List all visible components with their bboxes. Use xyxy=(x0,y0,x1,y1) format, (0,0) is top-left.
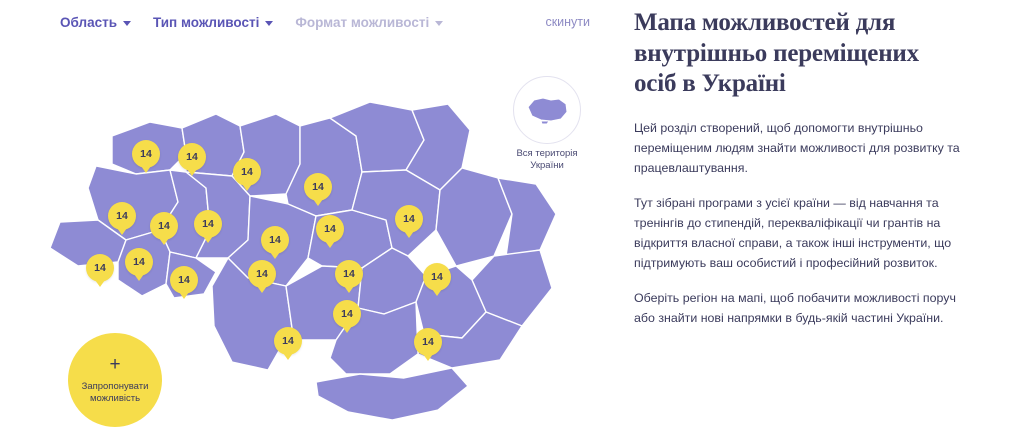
whole-country-circle xyxy=(513,76,581,144)
map-pin[interactable]: 14 xyxy=(132,140,160,168)
chevron-down-icon xyxy=(435,21,443,26)
filter-bar xyxy=(60,10,598,34)
chevron-down-icon xyxy=(123,21,131,26)
map-pin[interactable]: 14 xyxy=(333,300,361,328)
ukraine-mini-icon xyxy=(525,94,569,126)
map-pin[interactable]: 14 xyxy=(316,215,344,243)
filter-opportunity-type[interactable] xyxy=(153,15,273,30)
ukraine-map[interactable] xyxy=(0,44,612,441)
whole-country-button[interactable] xyxy=(504,76,590,172)
map-pin[interactable]: 14 xyxy=(108,202,136,230)
map-pin[interactable]: 14 xyxy=(395,205,423,233)
filter-opportunity-format[interactable] xyxy=(295,15,443,30)
intro-paragraph-2: Тут зібрані програми з усієї країни — від навчання та тренінгів до стипендій, перекваліфікації чи грантів на відкриття власної справи, а також інші інструменти, що підтримують ваш особистий і професійний розвиток. xyxy=(634,195,952,271)
plus-icon: + xyxy=(109,353,121,375)
intro-paragraph-1: Цей розділ створений, щоб допомогти внутрішньо переміщеним людям знайти можливості для розвитку та працевлаштування. xyxy=(634,120,960,175)
propose-opportunity-button[interactable] xyxy=(68,333,162,427)
propose-opportunity-label: Запропонувати можливість xyxy=(81,380,149,404)
whole-country-label: Вся територія України xyxy=(516,148,578,171)
map-pin[interactable]: 14 xyxy=(150,212,178,240)
filter-opportunity-type-label: Тип можливості xyxy=(153,14,260,30)
map-pin[interactable]: 14 xyxy=(335,260,363,288)
map-pin[interactable]: 14 xyxy=(423,263,451,291)
map-pin[interactable]: 14 xyxy=(304,173,332,201)
map-pin[interactable]: 14 xyxy=(414,328,442,356)
region-crimea xyxy=(316,368,468,420)
map-pin[interactable]: 14 xyxy=(125,248,153,276)
filter-region[interactable] xyxy=(60,15,131,30)
map-pin[interactable]: 14 xyxy=(248,260,276,288)
map-pin[interactable]: 14 xyxy=(178,143,206,171)
map-pin[interactable]: 14 xyxy=(86,254,114,282)
intro-paragraph-3: Оберіть регіон на мапі, щоб побачити можливості поруч або знайти нові напрямки в будь-якій частині України. xyxy=(634,291,956,326)
map-pin[interactable]: 14 xyxy=(261,226,289,254)
map-pin[interactable]: 14 xyxy=(233,158,261,186)
filter-region-label: Область xyxy=(60,14,118,30)
map-pin[interactable]: 14 xyxy=(194,210,222,238)
chevron-down-icon xyxy=(265,21,273,26)
map-pin[interactable]: 14 xyxy=(170,266,198,294)
map-pin[interactable]: 14 xyxy=(274,327,302,355)
reset-filters-button[interactable]: скинути xyxy=(545,15,590,29)
page-title: Мапа можливостей для внутрішньо переміщених осіб в Україні xyxy=(634,9,919,97)
content-panel xyxy=(612,0,1024,441)
filter-opportunity-format-label: Формат можливості xyxy=(295,14,430,30)
